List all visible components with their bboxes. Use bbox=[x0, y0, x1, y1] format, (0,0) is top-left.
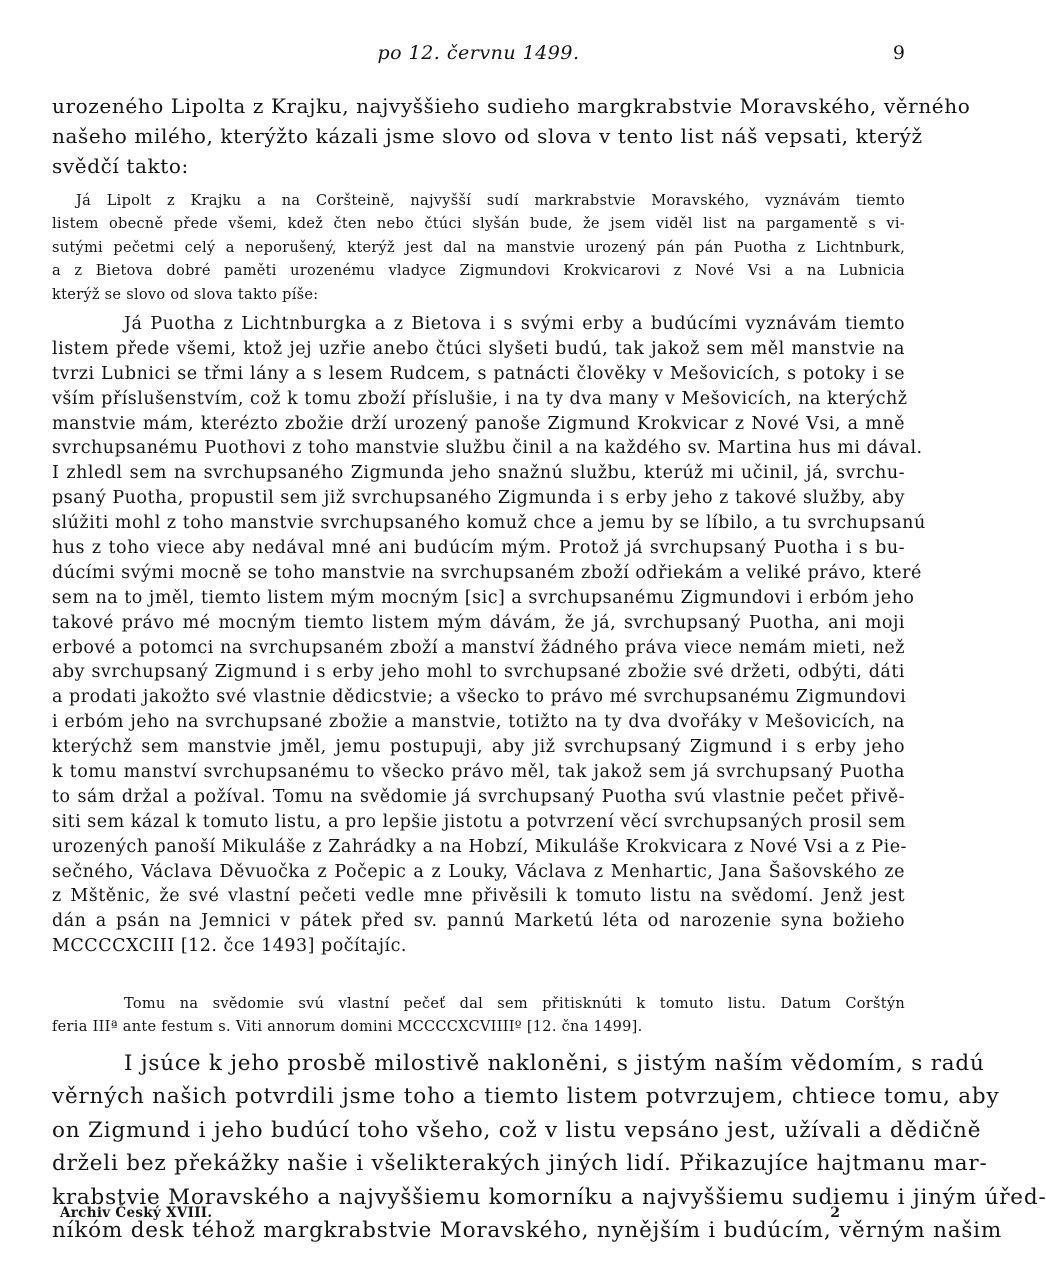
text-line: z Mštěnic, že své vlastní pečeti vedle mne přivěsili k tomuto listu na svědomí. Jenž jest bbox=[52, 886, 905, 907]
text-line: dán a psán na Jemnici v pátek před sv. pannú Marketú léta od narozenie syna božieho bbox=[52, 911, 905, 932]
text-line: kterýž se slovo od slova takto píše: bbox=[52, 286, 319, 303]
text-line: urozeného Lipolta z Krajku, najvyššieho sudieho margkrabstvie Moravského, věrného bbox=[52, 94, 971, 118]
text-line: siti sem kázal k tomuto listu, a pro lepšie jistotu a potvrzení věcí svrchupsaných prosil sem bbox=[52, 811, 906, 832]
text-line: věrných našich potvrdili jsme toho a tiemto listem potvrzujem, chtiece tomu, aby bbox=[52, 1084, 1000, 1110]
running-head bbox=[52, 42, 905, 72]
text-line: dúcími svými mocně se toho manstvie na svrchupsaném zboží odřiekám a veliké právo, které bbox=[52, 562, 922, 583]
text-line: to sám držal a požíval. Tomu na svědomie já svrchupsaný Puotha svú vlastnie pečet přivě- bbox=[52, 786, 905, 807]
text-line: slúžiti mohl z toho manstvie svrchupsaného komuž chce a jemu by se líbilo, a tu svrchupsanú bbox=[52, 513, 926, 534]
text-line: a prodati jakožto své vlastnie dědicstvie; a všecko to právo mé svrchupsanému Zigmundovi bbox=[52, 687, 907, 708]
text-line: níkóm desk téhož margkrabstvie Moravského, nynějším i budúcím, věrným našim bbox=[52, 1217, 1003, 1243]
text-line: manstvie mám, kterézto zbožie drží urozený panoše Zigmund Krokvicar z Nové Vsi, a mně bbox=[52, 413, 905, 434]
text-line: našeho milého, kterýžto kázali jsme slovo od slova v tento list náš vepsati, kterýž bbox=[52, 124, 923, 148]
text-line: listem přede všemi, ktož jej uzřie anebo čtúci slyšeti budú, tak jakož sem měl manstvie na bbox=[52, 338, 905, 359]
text-line: Já Puotha z Lichtnburgka a z Bietova i s svými erby a budúcími vyznávám tiemto bbox=[124, 314, 905, 334]
text-line: takové právo mé mocným tiemto listem mým dávám, že já, svrchupsaný Puotha, ani moji bbox=[52, 612, 905, 633]
puotha-letter bbox=[52, 312, 926, 959]
page-footer bbox=[60, 1205, 840, 1229]
text-line: sečného, Václava Děvuočka z Počepic a z Louky, Václava z Menhartic, Jana Šašovského ze bbox=[52, 861, 905, 882]
text-line: sem na to jměl, tiemto listem mým mocným [sic] a svrchupsanému Zigmundovi i erbóm jeho bbox=[52, 587, 915, 608]
text-line: kterýchž sem manstvie jměl, jemu postupuji, aby již svrchupsaný Zigmund i s erby jeho bbox=[52, 737, 905, 758]
text-line: hus z toho viece aby nedával mné ani budúcím mým. Protož já svrchupsaný Puotha i s bu- bbox=[52, 538, 905, 559]
text-line: vším příslušenstvím, což k tomu zboží příslušie, i na ty dva many v Mešovicích, na kterýchž bbox=[52, 388, 908, 409]
sheet-number: 2 bbox=[830, 1205, 840, 1221]
text-line: a z Bietova dobré paměti urozenému vladyce Zigmundovi Krokvicarovi z Nové Vsi a na Lubnicia bbox=[52, 263, 905, 280]
text-line: aby svrchupsaný Zigmund i s erby jeho mohl to svrchupsané zbožie své držeti, odbýti, dáti bbox=[52, 662, 905, 683]
text-line: feria IIIª ante festum s. Viti annorum domini MCCCCXCVIIIIº [12. čna 1499]. bbox=[52, 1019, 643, 1036]
text-line: I zhledl sem na svrchupsaného Zigmunda jeho snažnú službu, kterúž mi učinil, já, svrchu- bbox=[52, 463, 905, 484]
text-line: erbové a potomci na svrchupsaném zboží a manství žádného práva viece nemám mieti, než bbox=[52, 637, 905, 658]
text-line: tvrzi Lubnici se třmi lány a s lesem Rudcem, s patnácti člověky v Mešovicích, s potoky i se bbox=[52, 363, 905, 384]
text-line: i erbóm jeho na svrchupsané zbožie a manstvie, totižto na ty dva dvořáky v Mešovicích, na bbox=[52, 712, 905, 733]
running-title: po 12. červnu 1499. bbox=[377, 42, 580, 64]
text-line: Tomu na svědomie svú vlastní pečeť dal sem přitisknúti k tomuto listu. Datum Corštýn bbox=[124, 996, 905, 1012]
intro-paragraph bbox=[52, 91, 971, 181]
text-line: on Zigmund i jeho budúcí toho všeho, což v listu vepsáno jest, užívali a dědičně bbox=[52, 1117, 982, 1143]
page-number: 9 bbox=[892, 42, 905, 64]
text-line: k tomu manství svrchupsanému to všecko právo měl, tak jakož sem já svrchupsaný Puotha bbox=[52, 762, 905, 783]
lipolt-letter bbox=[52, 190, 905, 307]
text-line: MCCCCXCIII [12. čce 1493] počítajíc. bbox=[52, 936, 407, 957]
text-line: krabstvie Moravského a najvyššiemu komorníku a najvyššiemu sudiemu i jiným úřed- bbox=[52, 1184, 1046, 1210]
text-line: svědčí takto: bbox=[52, 154, 189, 178]
text-line: drželi bez překážky našie i všelikterakých jiných lidí. Přikazujíce hajtmanu mar- bbox=[52, 1151, 988, 1177]
text-line: listem obecně přede všemi, kdež čten nebo čtúci slyšán bude, že jsem viděl list na pargamentě s vi- bbox=[52, 216, 905, 233]
text-line: I jsúce k jeho prosbě milostivě nakloněni, s jistým naším vědomím, s radú bbox=[124, 1051, 985, 1076]
lipolt-closing bbox=[52, 993, 905, 1040]
text-line: psaný Puotha, propustil sem již svrchupsaného Zigmunda i s erby jeho z takové služby, aby bbox=[52, 488, 905, 509]
text-line: Já Lipolt z Krajku a na Coršteině, najvyšší sudí markrabstvie Moravského, vyznávám tiemto bbox=[76, 193, 905, 209]
text-line: svrchupsanému Puothovi z toho manstvie službu činil a na každého sv. Martina hus mi dával. bbox=[52, 438, 923, 459]
text-line: urozených panoší Mikuláše z Zahrádky a na Hobzí, Mikuláše Krokvicara z Nové Vsi a z Pie- bbox=[52, 836, 907, 857]
footer-signature: Archiv Český XVIII. bbox=[60, 1205, 213, 1221]
text-line: sutými pečetmi celý a neporušený, kterýž jest dal na manstvie urozený pán pán Puotha z Lichtnburk, bbox=[52, 239, 905, 256]
